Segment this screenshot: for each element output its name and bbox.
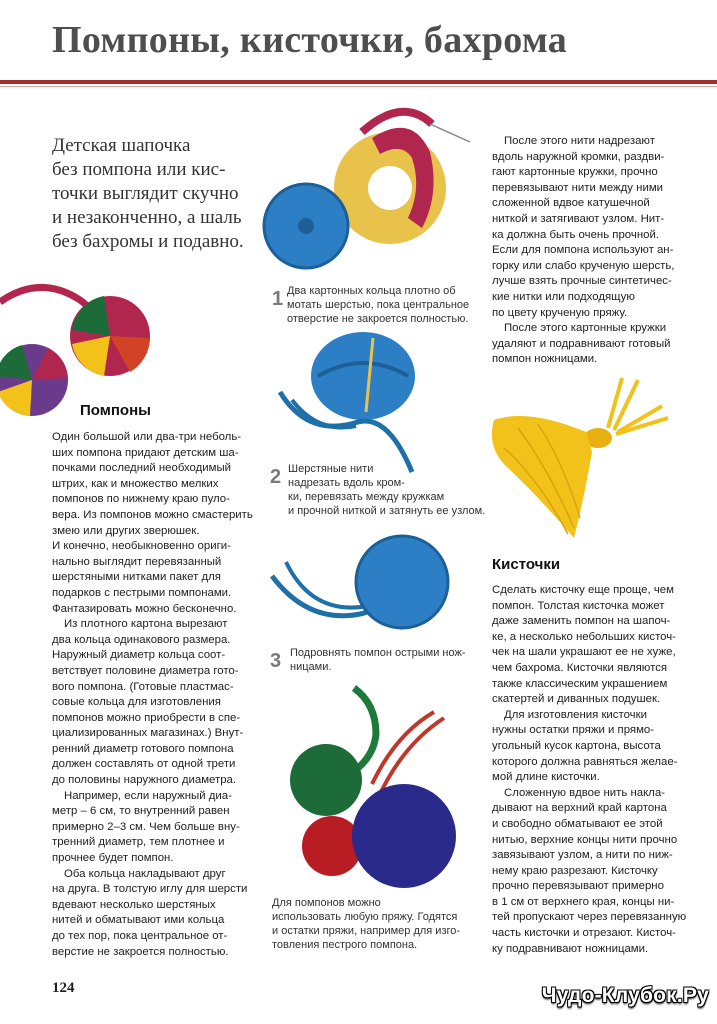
- header-rule-thin: [0, 86, 717, 87]
- text-line: в 1 см от верхнего края, концы ни-: [492, 895, 675, 908]
- lead-line: без бахромы и подавно.: [52, 231, 244, 252]
- step-number: 3: [270, 650, 282, 672]
- text-line: Например, если наружный диа-: [64, 789, 232, 802]
- text-line: два кольца одинакового размера.: [52, 633, 231, 646]
- text-line: чек на шали украшают ее не хуже,: [492, 646, 676, 659]
- caption-line: мотать шерстью, пока центральное: [287, 299, 470, 311]
- text-line: вдевают несколько шерстяных: [52, 898, 216, 911]
- step3-caption: [290, 646, 466, 674]
- text-line: нитей и обматывают ими кольца: [52, 914, 225, 927]
- text-line: змею или других зверюшек.: [52, 524, 200, 537]
- text-line: помпонов по нижнему краю пуло-: [52, 493, 230, 506]
- text-line: примерно 2–3 см. Чем больше вну-: [52, 820, 240, 833]
- text-line: штрих, как и множество мелких: [52, 477, 219, 490]
- text-line: нально выглядит перевязанный: [52, 555, 222, 568]
- text-line: нужны остатки пряжи и прямо-: [492, 724, 655, 737]
- caption-line: и прочной ниткой и затянуть ее узлом.: [288, 505, 486, 517]
- tassels-text: [492, 583, 702, 957]
- lead-line: без помпона или кис-: [52, 159, 226, 180]
- text-line: Сложенную вдвое нить накла-: [504, 786, 665, 799]
- caption-line: использовать любую пряжу. Годятся: [272, 911, 458, 923]
- text-line: должен составлять от одной трети: [52, 758, 236, 771]
- text-line: После этого нити надрезают: [504, 135, 655, 147]
- text-line: до половины наружного диаметра.: [52, 774, 237, 787]
- pompons-text: [52, 430, 262, 960]
- text-line: сложенной вдвое катушечной: [492, 197, 650, 210]
- text-line: дывают на верхний край картона: [492, 802, 667, 815]
- yellow-tassel-photo: [488, 368, 688, 548]
- text-line: удаляют и подравнивают готовый: [492, 337, 671, 350]
- text-line: Оба кольца накладывают друг: [64, 867, 226, 880]
- text-line: завязывают узлом, а нити по ниж-: [492, 849, 673, 862]
- text-line: перевязывают нити между ними: [492, 181, 664, 194]
- caption-line: ки, перевязать между кружкам: [288, 491, 445, 503]
- section-heading-pompons: Помпоны: [80, 402, 151, 419]
- text-line: и свободно обматывают ее этой: [492, 817, 663, 830]
- text-line: ренний диаметр готового помпона: [52, 742, 234, 755]
- text-line: помпон. Толстая кисточка может: [492, 599, 665, 612]
- text-line: также классическим украшением: [492, 677, 668, 690]
- tassels-heading-wrap: [492, 556, 560, 573]
- text-line: помпон ножницами.: [492, 353, 598, 366]
- text-line: угольный кусок картона, высота: [492, 739, 661, 752]
- step2-pompom-photo: [278, 330, 448, 480]
- text-line: После этого картонные кружки: [504, 322, 667, 335]
- text-line: метр – 6 см, то внутренний равен: [52, 805, 230, 818]
- text-line: на друга. В толстую иглу для шерсти: [52, 883, 248, 896]
- caption-line: Два картонных кольца плотно об: [287, 285, 456, 297]
- text-line: Если для помпона используют ан-: [492, 244, 674, 257]
- text-line: ших помпона придают детским ша-: [52, 446, 239, 459]
- text-line: прочнее будет помпон.: [52, 852, 174, 865]
- lead-paragraph: [52, 134, 277, 254]
- text-line: которого должна равняться желае-: [492, 755, 678, 768]
- text-line: вого помпона. (Готовые пластмас-: [52, 680, 234, 693]
- caption-line: Подровнять помпон острыми нож-: [290, 647, 466, 659]
- section-heading-tassels: Кисточки: [492, 556, 561, 573]
- text-line: Из плотного картона вырезают: [64, 618, 228, 631]
- text-line: тей пропускают через перевязанную: [492, 911, 687, 924]
- pompons-heading-wrap: [80, 402, 151, 419]
- text-line: по цвету крученую пряжу.: [492, 306, 628, 319]
- text-line: вдоль наружной кромки, раздви-: [492, 150, 665, 163]
- text-line: верстие не закроется полностью.: [52, 945, 229, 958]
- right-top-text: [492, 134, 692, 368]
- text-line: лучше взять прочные синтетичес-: [492, 275, 672, 288]
- caption-line: отверстие не закроется полностью.: [287, 313, 469, 325]
- page-number: 124: [52, 980, 75, 996]
- text-line: вера. Из помпонов можно смастерить: [52, 508, 253, 521]
- text-line: скатертей и диванных подушек.: [492, 693, 661, 706]
- step3-pompom-photo: [268, 532, 468, 632]
- step-number: 1: [272, 288, 284, 310]
- text-line: прочно перевязывают примерно: [492, 880, 664, 893]
- text-line: И конечно, необыкновенно ориги-: [52, 540, 231, 553]
- text-line: тренний диаметр, тем плотнее и: [52, 836, 225, 849]
- text-line: совые кольца для изготовления: [52, 696, 221, 709]
- text-line: Наружный диаметр кольца соот-: [52, 649, 226, 662]
- header-rule: [0, 80, 717, 84]
- text-line: циализированных магазинах.) Внут-: [52, 727, 244, 740]
- caption-line: товления пестрого помпона.: [272, 939, 418, 951]
- text-line: Для изготовления кисточки: [504, 708, 647, 721]
- text-line: чем бахрома. Кисточки являются: [492, 661, 668, 674]
- text-line: Один большой или два-три неболь-: [52, 431, 242, 443]
- text-line: часть кисточки и отрезают. Кисточ-: [492, 927, 676, 940]
- text-line: помпонов можно приобрести в спе-: [52, 711, 241, 724]
- text-line: подарков с пестрыми помпонами.: [52, 586, 232, 599]
- text-line: нему краю разрезают. Кисточку: [492, 864, 658, 877]
- text-line: ку подравнивают ножницами.: [492, 942, 649, 955]
- lead-line: и незаконченно, а шаль: [52, 207, 242, 228]
- lead-line: Детская шапочка: [52, 135, 191, 156]
- caption-line: Шерстяные нити: [288, 463, 374, 475]
- step2-caption: [288, 462, 485, 518]
- text-line: ка должна быть очень прочной.: [492, 228, 659, 241]
- text-line: ветствует половине диаметра гото-: [52, 664, 239, 677]
- text-line: горку или слабо крученую шерсть,: [492, 259, 675, 272]
- caption-line: и остатки пряжи, например для изго-: [272, 925, 461, 937]
- step1-rings-photo: [262, 102, 472, 272]
- step-number: 2: [270, 466, 282, 488]
- caption-line: ницами.: [290, 661, 332, 673]
- site-watermark: Чудо-Клубок.Ру: [541, 984, 709, 1007]
- caption-line: Для помпонов можно: [272, 897, 381, 909]
- text-line: нитью, верхние концы нити прочно: [492, 833, 678, 846]
- text-line: до тех пор, пока центральное от-: [52, 930, 228, 942]
- text-line: почками последний необходимый: [52, 462, 232, 475]
- text-line: даже заменить помпон на шапоч-: [492, 615, 671, 628]
- page-title: Помпоны, кисточки, бахрома: [52, 19, 568, 61]
- assorted-pompoms-photo: [284, 684, 464, 894]
- text-line: ниткой и затягивают узлом. Нит-: [492, 212, 665, 225]
- text-line: мой длине кисточки.: [492, 771, 600, 784]
- text-line: Фантазировать можно бесконечно.: [52, 602, 237, 615]
- text-line: ке, а несколько небольших кисточ-: [492, 630, 676, 643]
- caption-line: надрезать вдоль кром-: [288, 477, 405, 489]
- text-line: шерстяными нитками пакет для: [52, 571, 221, 584]
- text-line: Сделать кисточку еще проще, чем: [492, 584, 674, 596]
- text-line: кие нитки или подходящую: [492, 290, 635, 303]
- step1-caption: [287, 284, 469, 326]
- text-line: гают картонные кружки, прочно: [492, 166, 658, 179]
- lead-line: точки выглядит скучно: [52, 183, 239, 204]
- bottom-caption: [272, 896, 460, 952]
